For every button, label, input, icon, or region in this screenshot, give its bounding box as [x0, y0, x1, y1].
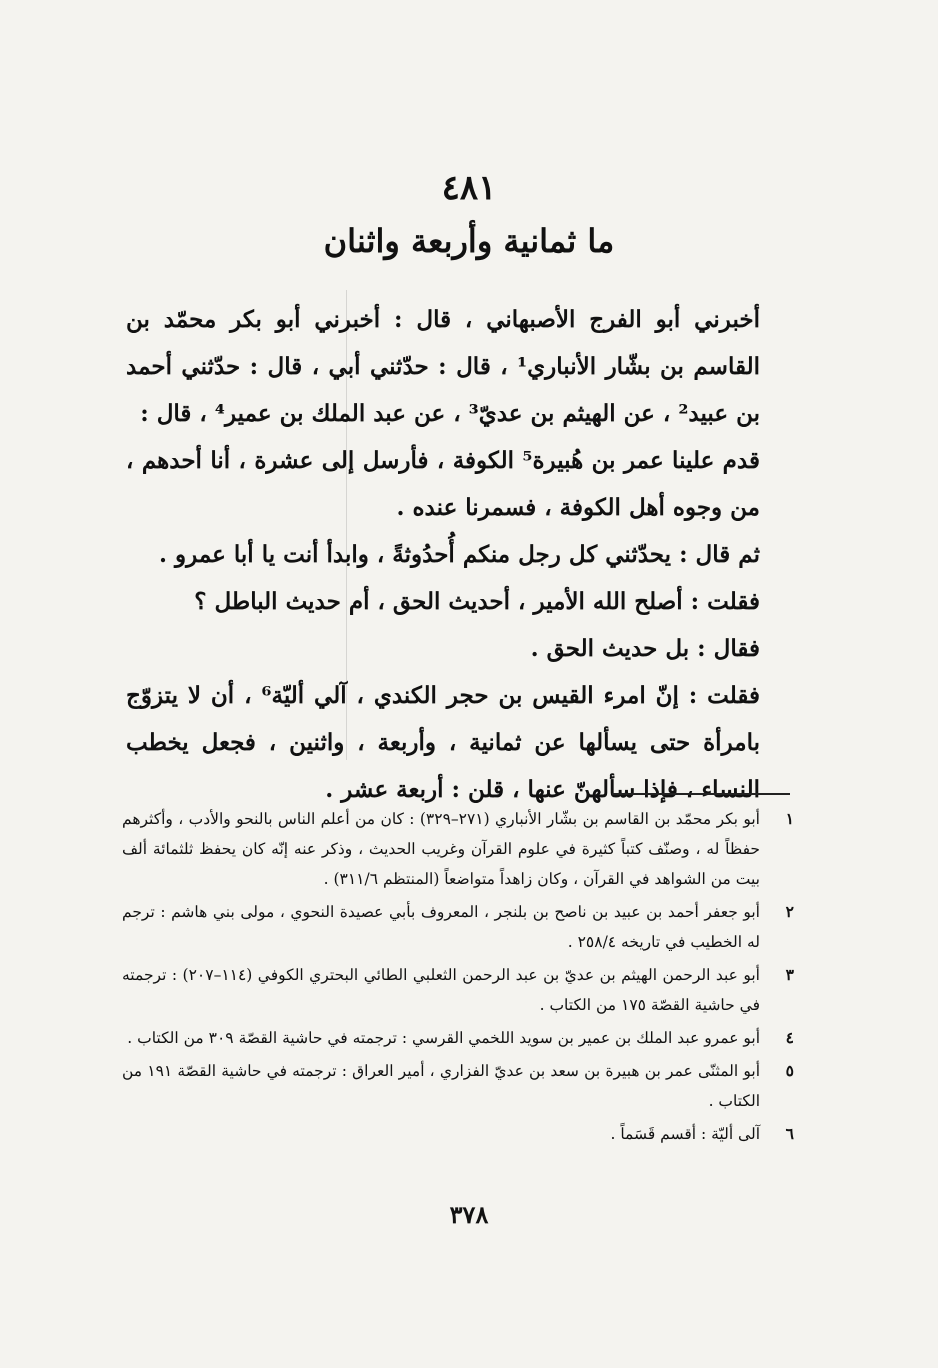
paragraph-question: فقلت : أصلح الله الأمير ، أحديث الحق ، أم حديث الباطل ؟: [194, 588, 760, 615]
footnote-text: أبو عمرو عبد الملك بن عمير بن سويد اللخمي القرسي : ترجمته في حاشية القصّة ٣٠٩ من الكتاب .: [127, 1029, 760, 1047]
footnote: [122, 804, 794, 894]
paragraph-arrival: قدم علينا عمر بن هُبيرة⁵ الكوفة ، فأرسل إلى عشرة ، أنا أحدهم ، من وجوه أهل الكوفة ، فسمرنا عنده .: [126, 447, 760, 521]
paragraph-isnad: أخبرني أبو الفرج الأصبهاني ، قال : أخبرني أبو بكر محمّد بن القاسم بن بشّار الأنباري¹ ، قال : حدّثني أبي ، قال : حدّثني أحمد بن عبيد² ، عن الهيثم بن عديّ³ ، عن عبد الملك بن عمير⁴ ، قال :: [126, 306, 760, 427]
footnote-text: أبو جعفر أحمد بن عبيد بن ناصح بن بلنجر ، المعروف بأبي عصيدة النحوي ، مولى بني هاشم : ترجم له الخطيب في تاريخه ٢٥٨/٤ .: [122, 903, 760, 951]
footnote-text: أبو عبد الرحمن الهيثم بن عديّ بن عبد الرحمن الثعلبي الطائي البحتري الكوفي (١١٤–٢٠٧) : ترجمته في حاشية القصّة ١٧٥ من الكتاب .: [122, 966, 760, 1014]
footnote-number: ٤: [785, 1028, 794, 1047]
footnote-number: ١: [785, 809, 794, 828]
story-title: ما ثمانية وأربعة واثنان: [323, 222, 615, 260]
footnote: [122, 1119, 794, 1149]
footnote-number: ٦: [785, 1124, 794, 1143]
footnote-text: أبو المثنّى عمر بن هبيرة بن سعد بن عديّ الفزاري ، أمير العراق : ترجمته في حاشية القصّة ١٩١ من الكتاب .: [122, 1062, 760, 1110]
story-number: ٤٨١: [441, 168, 497, 208]
paragraph-request: ثم قال : يحدّثني كل رجل منكم أُحدُوثةً ، وابدأ أنت يا أبا عمرو .: [159, 541, 760, 568]
story-body: [126, 296, 790, 813]
footnote-number: ٣: [785, 965, 794, 984]
footnotes: [122, 804, 794, 1152]
footnote-text: أبو بكر محمّد بن القاسم بن بشّار الأنباري (٢٧١–٣٢٩) : كان من أعلم الناس بالنحو والأدب ، وأكثرهم حفظاً له ، وصنّف كتباً كثيرة في علوم القرآن وغريب الحديث ، وذكر عنه إنّه كان يحفظ ثلثمائة ألف بيت من الشواهد في القرآن ، وكان زاهداً متواضعاً (المنتظم ٣١١/٦) .: [122, 810, 760, 888]
footnote: [122, 1023, 794, 1053]
footnote: [122, 1056, 794, 1116]
page-number: ٣٧٨: [449, 1200, 489, 1229]
footnote-divider: [612, 793, 790, 795]
paragraph-story: فقلت : إنّ امرء القيس بن حجر الكندي ، آلي أليّة⁶ ، أن لا يتزوّج بامرأة حتى يسألها عن ثمانية ، وأربعة ، واثنين ، فجعل يخطب النساء ، فإذا سألهنّ عنها ، قلن : أربعة عشر .: [126, 682, 761, 803]
footnote-number: ٥: [785, 1061, 794, 1080]
footnote: [122, 897, 794, 957]
footnote: [122, 960, 794, 1020]
paragraph-answer: فقال : بل حديث الحق .: [530, 635, 760, 662]
footnote-number: ٢: [785, 902, 794, 921]
footnote-text: آلى أليّة : أقسم قَسَماً .: [610, 1125, 760, 1143]
